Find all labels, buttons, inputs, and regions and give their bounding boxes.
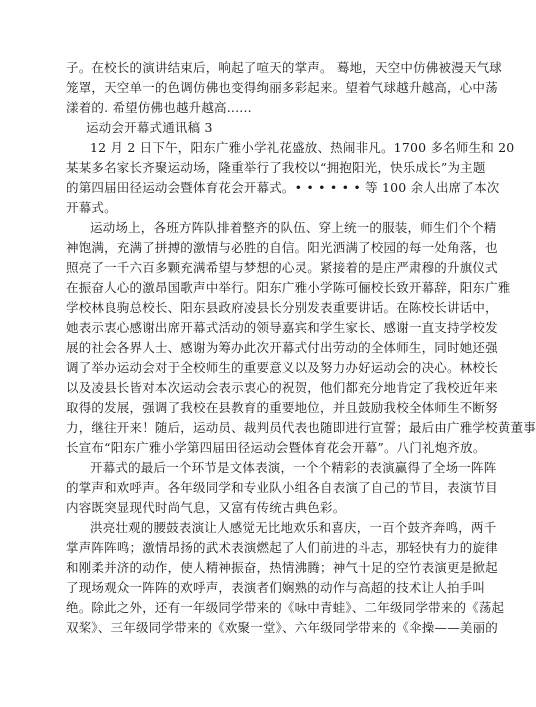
text-line: 她表示衷心感谢出席开幕式活动的领导嘉宾和学生家长、感谢一直支持学校发 [66,320,498,335]
text-line: 和刚柔并济的动作，使人精神振奋，热情沸腾；神气十足的空竹表演更是掀起 [66,560,498,575]
text-line: 开幕式的最后一个环节是文体表演，一个个精彩的表演赢得了全场一阵阵 [90,460,497,475]
text-line: 笼罩，天空单一的色调仿佛也变得绚丽多彩起来。望着气球越升越高，心中荡 [66,80,498,95]
text-line: 照亮了一千六百多颗充满希望与梦想的心灵。紧接着的是庄严肃穆的升旗仪式 [66,260,498,275]
text-line: 双桨》、三年级同学带来的《欢聚一堂》、六年级同学带来的《伞操——美丽的 [66,620,499,635]
text-line: 的第四届田径运动会暨体育花会开幕式。• • • • • • 等 100 余人出席了本次 [66,180,500,195]
text-line: 以及凌县长皆对本次运动会表示衷心的祝贺，他们都充分地肯定了我校近年来 [66,380,498,395]
text-line: 长宣布“阳东广雅小学第四届田径运动会暨体育花会开幕”。八门礼炮齐放。 [66,440,486,455]
text-line: 展的社会各界人士、感谢为筹办此次开幕式付出劳动的全体师生，同时她还强 [66,340,498,355]
text-line: 神饱满，充满了拼搏的激情与必胜的自信。阳光洒满了校园的每一处角落，也 [66,240,498,255]
text-line: 运动场上，各班方阵队排着整齐的队伍、穿上统一的服装，师生们个个精 [90,220,497,235]
text-line: 内容既突显现代时尚气息，又富有传统古典色彩。 [66,500,346,515]
text-line: 了现场观众一阵阵的欢呼声，表演者们娴熟的动作与高超的技术让人拍手叫 [66,580,486,595]
text-line: 的掌声和欢呼声。各年级同学和专业队小组各自表演了自己的节目，表演节目 [66,480,498,495]
text-line: 某某多名家长齐聚运动场，隆重举行了我校以“拥抱阳光，快乐成长”为主题 [66,160,486,175]
text-line: 取得的发展，强调了我校在县教育的重要地位，并且鼓励我校全体师生不断努 [66,400,498,415]
text-line: 子。在校长的演讲结束后，响起了喧天的掌声。 蓦地，天空中仿佛被漫天气球 [66,60,502,75]
text-line: 力，继往开来！随后，运动员、裁判员代表也随即进行宣誓；最后由广雅学校黄董事 [66,420,536,435]
text-line: 开幕式。 [66,200,117,215]
text-line: 12 月 2 日下午，阳东广雅小学礼花盛放、热闹非凡。1700 多名师生和 20 [90,140,515,155]
text-line: 在振奋人心的激昂国歌声中举行。阳东广雅小学陈可俪校长致开幕辞，阳东广雅 [66,280,511,295]
text-line: 绝。除此之外，还有一年级同学带来的《咏中青蛙》、二年级同学带来的《荡起 [66,600,505,615]
text-line: 调了举办运动会对于全校师生的重要意义以及努力办好运动会的决心。林校长 [66,360,498,375]
text-line: 掌声阵阵鸣；激情昂扬的武术表演燃起了人们前进的斗志，那轻快有力的旋律 [66,540,498,555]
text-line: 漾着的. 希望仿佛也越升越高...... [66,100,252,115]
section-title: 运动会开幕式通讯稿 3 [86,120,213,135]
text-line: 洪亮壮观的腰鼓表演让人感觉无比地欢乐和喜庆，一百个鼓齐奔鸣，两千 [90,520,497,535]
text-line: 学校林良驹总校长、阳东县政府凌县长分别发表重要讲话。在陈校长讲话中， [66,300,498,315]
